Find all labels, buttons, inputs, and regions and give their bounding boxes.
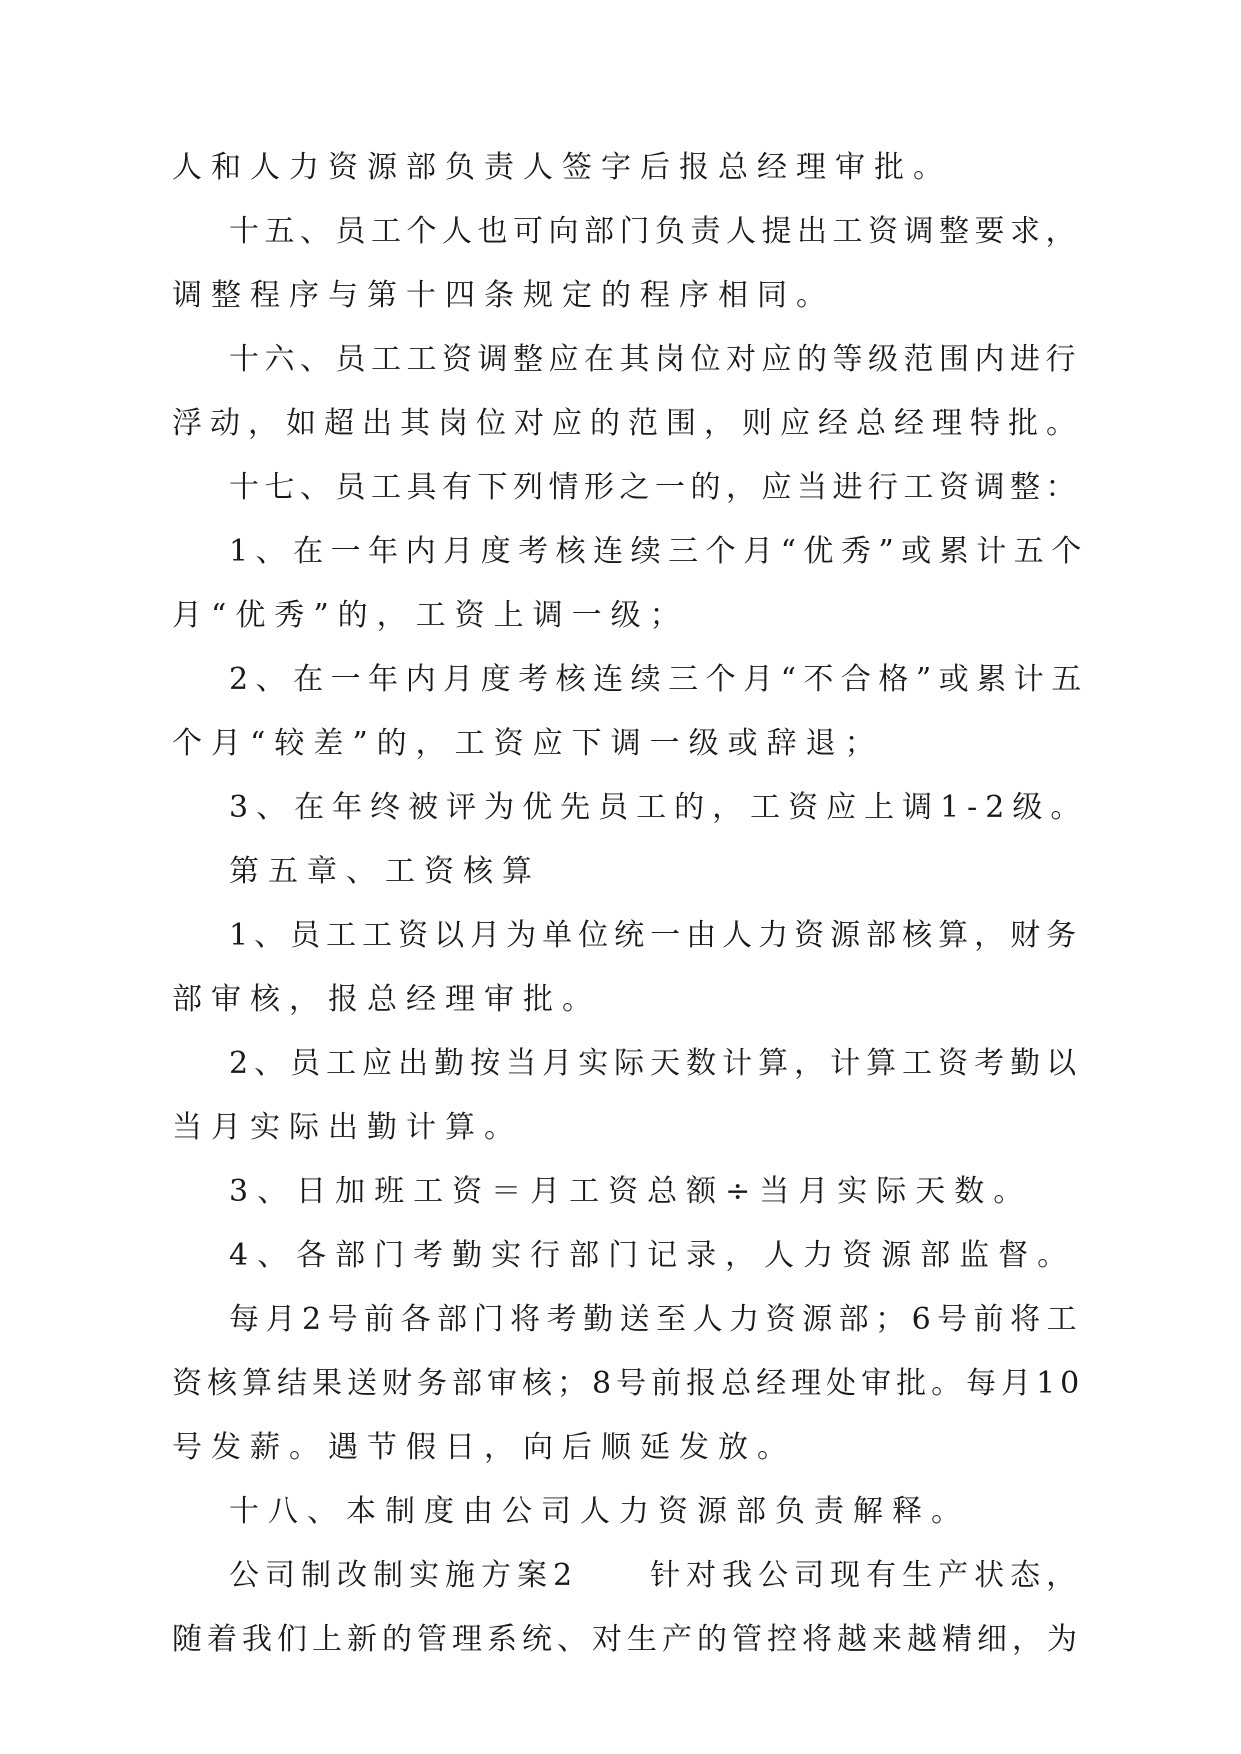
text-line: 人和人力资源部负责人签字后报总经理审批。 xyxy=(172,150,952,185)
text-line: 4、各部门考勤实行部门记录，人力资源部监督。 xyxy=(229,1238,1077,1273)
text-line: 月“优秀”的，工资上调一级； xyxy=(172,598,689,633)
text-line: 1、员工工资以月为单位统一由人力资源部核算，财务 xyxy=(229,918,1083,953)
text-line: 十五、员工个人也可向部门负责人提出工资调整要求， xyxy=(229,214,1081,249)
text-line: 3、在年终被评为优先员工的，工资应上调1-2级。 xyxy=(229,790,1089,825)
text-line: 3、日加班工资＝月工资总额÷当月实际天数。 xyxy=(229,1174,1033,1209)
text-line: 每月2号前各部门将考勤送至人力资源部；6号前将工 xyxy=(229,1302,1084,1337)
text-line: 部审核，报总经理审批。 xyxy=(172,982,601,1017)
text-line: 2、在一年内月度考核连续三个月“不合格”或累计五 xyxy=(229,662,1089,697)
chapter-heading: 第五章、工资核算 xyxy=(229,854,541,889)
text-line: 2、员工应出勤按当月实际天数计算，计算工资考勤以 xyxy=(229,1046,1083,1081)
text-line: 个月“较差”的，工资应下调一级或辞退； xyxy=(172,726,884,761)
text-line: 十七、员工具有下列情形之一的，应当进行工资调整： xyxy=(229,470,1081,505)
text-line: 浮动，如超出其岗位对应的范围，则应经总经理特批。 xyxy=(172,406,1084,441)
text-line: 资核算结果送财务部审核；8号前报总经理处审批。每月10 xyxy=(172,1366,1085,1401)
text-line: 随着我们上新的管理系统、对生产的管控将越来越精细，为 xyxy=(172,1622,1082,1657)
text-line: 十八、本制度由公司人力资源部负责解释。 xyxy=(229,1494,970,1529)
text-line: 调整程序与第十四条规定的程序相同。 xyxy=(172,278,835,313)
text-line: 当月实际出勤计算。 xyxy=(172,1110,523,1145)
text-line: 十六、员工工资调整应在其岗位对应的等级范围内进行 xyxy=(229,342,1081,377)
text-line: 公司制改制实施方案2 针对我公司现有生产状态， xyxy=(229,1558,1083,1593)
text-line: 号发薪。遇节假日，向后顺延发放。 xyxy=(172,1430,796,1465)
text-line: 1、在一年内月度考核连续三个月“优秀”或累计五个 xyxy=(229,534,1089,569)
